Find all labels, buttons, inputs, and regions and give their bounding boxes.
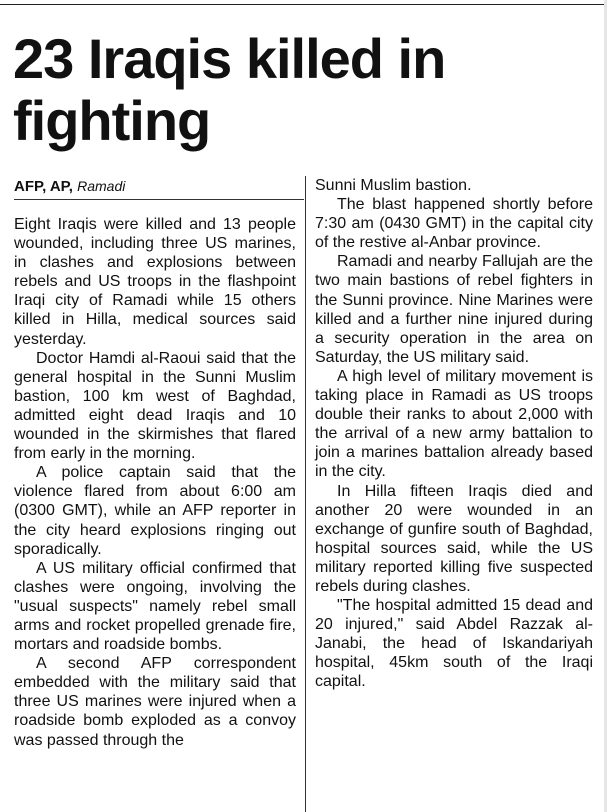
paragraph: Doctor Hamdi al-Raoui said that the general hospital in the Sunni Muslim bastion, 100 km west of Baghdad, admitted eight dead Iraqis and 10 wounded in the skirmishes that flared from early in the morning. — [14, 349, 296, 463]
paragraph: Ramadi and nearby Fallujah are the two main bastions of rebel fighters in the Sunni province. Nine Marines were killed and a further nine injured during a security operation in the area on Saturday, the US military said. — [315, 253, 593, 366]
byline — [14, 176, 299, 197]
byline-place: Ramadi — [77, 178, 126, 194]
paragraph: A high level of military movement is taking place in Ramadi as US troops double their ranks to about 2,000 with the arrival of a new army battalion to join a marines battalion already based in the city. — [315, 367, 593, 481]
paragraph: A police captain said that the violence flared from about 6:00 am (0300 GMT), while an AFP reporter in the city heard explosions ringing out sporadically. — [14, 464, 296, 558]
column-divider — [305, 176, 306, 812]
top-rule — [0, 4, 607, 5]
right-column — [315, 176, 593, 692]
paragraph: "The hospital admitted 15 dead and 20 injured," said Abdel Razzak al-Janabi, the head of Iskandariyah hospital, 45km south of the Iraqi capital. — [315, 597, 593, 691]
paragraph: Eight Iraqis were killed and 13 people wounded, including three US marines, in clashes and explosions between rebels and US troops in the flashpoint Iraqi city of Ramadi while 15 others killed in Hilla, medical sources said yesterday. — [14, 216, 296, 348]
paragraph: A US military official confirmed that clashes were ongoing, involving the "usual suspects" namely rebel small arms and rocket propelled grenade fire, mortars and roadside bombs. — [14, 559, 296, 654]
byline-agencies: AFP, AP, — [14, 178, 73, 195]
byline-rule — [14, 199, 304, 200]
headline: 23 Iraqis killed in fighting — [13, 27, 446, 152]
paragraph: A second AFP correspondent embedded with the military said that three US marines were injured when a roadside bomb exploded as a convoy was passed through the — [14, 655, 296, 749]
paragraph: In Hilla fifteen Iraqis died and another 20 were wounded in an exchange of gunfire south of Baghdad, hospital sources said, while the US military reported killing five suspected rebels during clashes. — [315, 482, 593, 595]
paragraph: The blast happened shortly before 7:30 am (0430 GMT) in the capital city of the restive al-Anbar province. — [315, 196, 593, 252]
left-column — [14, 215, 296, 750]
paragraph-continuation: Sunni Muslim bastion. — [315, 177, 472, 194]
